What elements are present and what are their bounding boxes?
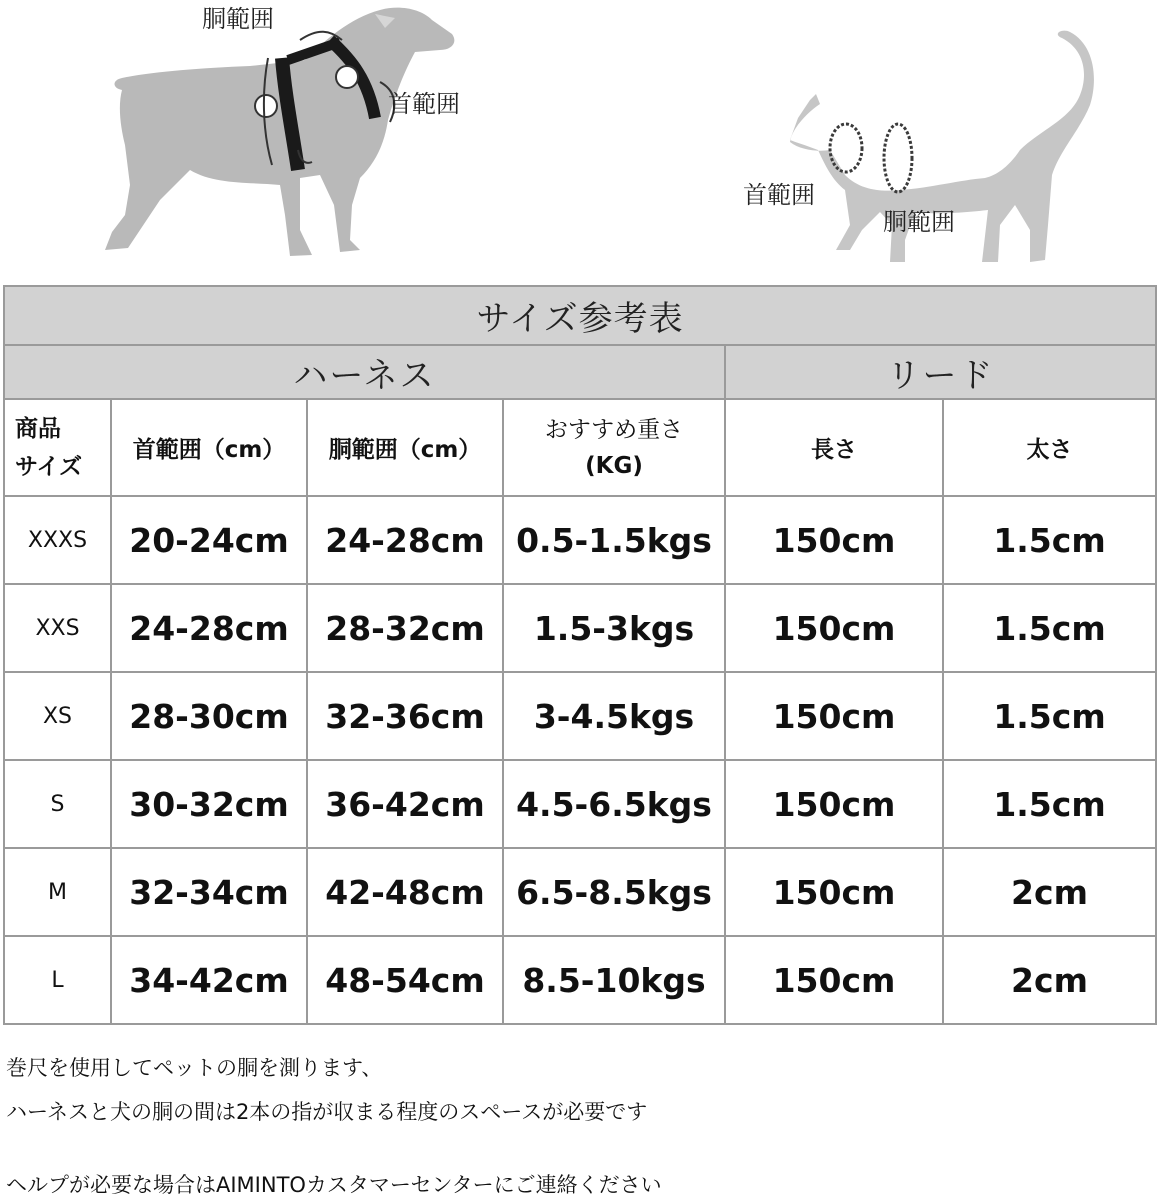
length-cell: 150cm — [725, 760, 943, 848]
weight-cell: 6.5-8.5kgs — [503, 848, 725, 936]
neck-cell: 20-24cm — [111, 496, 307, 584]
table-row — [4, 848, 1156, 936]
note-support: ヘルプが必要な場合はAIMINTOカスタマーセンターにご連絡ください — [6, 1173, 662, 1197]
weight-cell: 4.5-6.5kgs — [503, 760, 725, 848]
column-header-weight-line1: おすすめ重さ — [544, 416, 684, 443]
column-header-size — [4, 399, 111, 496]
size-cell: XXXS — [4, 496, 111, 584]
neck-cell: 28-30cm — [111, 672, 307, 760]
size-cell: M — [4, 848, 111, 936]
size-cell: XXS — [4, 584, 111, 672]
width-cell: 2cm — [943, 936, 1156, 1024]
column-header-weight-line2: (KG) — [585, 452, 643, 479]
size-reference-table — [3, 285, 1157, 1025]
size-cell: S — [4, 760, 111, 848]
cat-girth-label: 胴範囲 — [883, 208, 955, 236]
girth-cell: 24-28cm — [307, 496, 503, 584]
dog-neck-label: 首範囲 — [388, 90, 460, 118]
table-title: サイズ参考表 — [4, 286, 1156, 345]
girth-cell: 32-36cm — [307, 672, 503, 760]
measurement-illustration — [0, 0, 1158, 285]
girth-cell: 48-54cm — [307, 936, 503, 1024]
weight-cell: 1.5-3kgs — [503, 584, 725, 672]
weight-cell: 0.5-1.5kgs — [503, 496, 725, 584]
table-row — [4, 936, 1156, 1024]
width-cell: 1.5cm — [943, 584, 1156, 672]
table-row — [4, 760, 1156, 848]
note-fit: ハーネスと犬の胴の間は2本の指が収まる程度のスペースが必要です — [6, 1100, 648, 1124]
table-row — [4, 496, 1156, 584]
table-row — [4, 584, 1156, 672]
column-header-length: 長さ — [725, 399, 943, 496]
neck-cell: 32-34cm — [111, 848, 307, 936]
column-header-neck: 首範囲（cm） — [111, 399, 307, 496]
width-cell: 1.5cm — [943, 760, 1156, 848]
length-cell: 150cm — [725, 848, 943, 936]
girth-cell: 28-32cm — [307, 584, 503, 672]
length-cell: 150cm — [725, 672, 943, 760]
dog-silhouette-icon — [105, 8, 454, 256]
note-measure: 巻尺を使用してペットの胴を測ります、 — [6, 1056, 383, 1080]
group-header-harness: ハーネス — [4, 345, 725, 399]
width-cell: 1.5cm — [943, 496, 1156, 584]
length-cell: 150cm — [725, 936, 943, 1024]
weight-cell: 8.5-10kgs — [503, 936, 725, 1024]
girth-cell: 36-42cm — [307, 760, 503, 848]
size-cell: L — [4, 936, 111, 1024]
girth-cell: 42-48cm — [307, 848, 503, 936]
column-header-weight — [503, 399, 725, 496]
column-header-width: 太さ — [943, 399, 1156, 496]
neck-cell: 34-42cm — [111, 936, 307, 1024]
width-cell: 1.5cm — [943, 672, 1156, 760]
length-cell: 150cm — [725, 584, 943, 672]
cat-neck-label: 首範囲 — [743, 181, 815, 209]
neck-cell: 30-32cm — [111, 760, 307, 848]
width-cell: 2cm — [943, 848, 1156, 936]
table-row — [4, 672, 1156, 760]
weight-cell: 3-4.5kgs — [503, 672, 725, 760]
neck-cell: 24-28cm — [111, 584, 307, 672]
dog-girth-label: 胴範囲 — [202, 5, 274, 33]
column-header-size-line2: サイズ — [15, 453, 83, 480]
size-cell: XS — [4, 672, 111, 760]
column-header-size-line1: 商品 — [15, 415, 61, 442]
group-header-leash: リード — [725, 345, 1156, 399]
column-header-girth: 胴範囲（cm） — [307, 399, 503, 496]
length-cell: 150cm — [725, 496, 943, 584]
